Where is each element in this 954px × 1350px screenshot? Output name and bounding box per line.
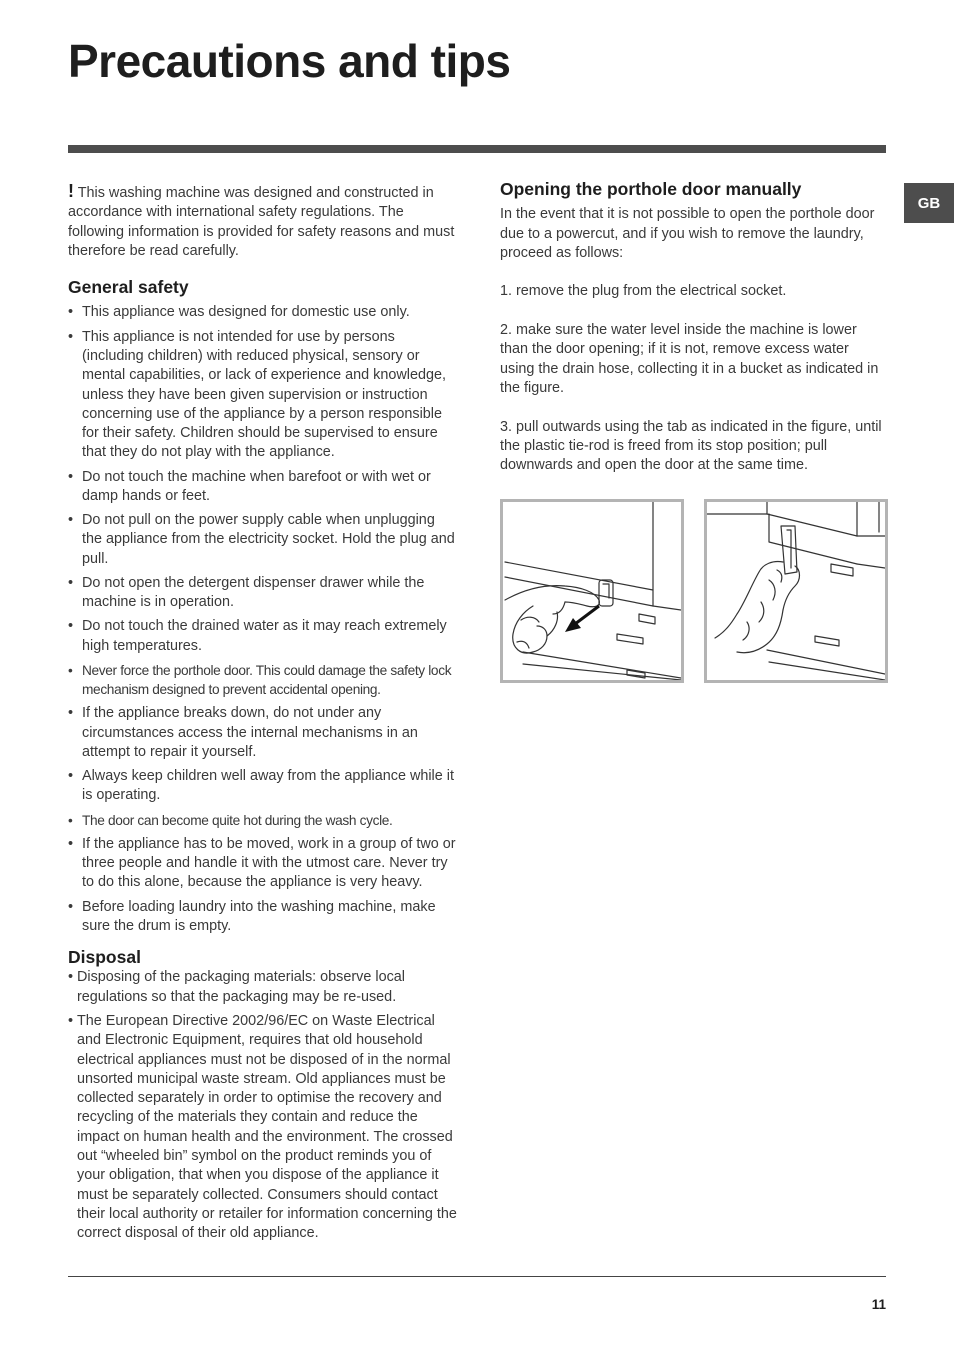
porthole-intro: In the event that it is not possible to open the porthole door due to a powercut, and if you wish to remove the laundry, proceed as follows: (500, 206, 875, 261)
porthole-step-2: 2. make sure the water level inside the machine is lower than the door opening; if it is not, remove excess water using the drain hose, collecting it in a bucket as indicated in the figure. (500, 322, 879, 396)
page-title: Precautions and tips (68, 35, 511, 87)
list-item: • Never force the porthole door. This could damage the safety lock mechanism designed to prevent accidental opening. (68, 661, 458, 700)
porthole-step-3: 3. pull outwards using the tab as indicated in the figure, until the plastic tie-rod is freed from its stop position; pull downwards and open the door at the same time. (500, 418, 882, 474)
right-column (500, 179, 886, 475)
figure-pull-tab (704, 499, 888, 683)
list-item: • Before loading laundry into the washing machine, make sure the drum is empty. (68, 898, 458, 937)
intro-text: This washing machine was designed and constructed in accordance with international safety regulations. The following information is provided for safety reasons and must therefore be read carefully. (68, 185, 455, 259)
page-number: 11 (871, 1297, 886, 1312)
header-rule (68, 145, 886, 153)
porthole-heading: Opening the porthole door manually (500, 179, 802, 199)
figure-drain-hose (500, 499, 684, 683)
list-item: • If the appliance breaks down, do not under any circumstances access the internal mechanisms in an attempt to repair it yourself. (68, 704, 458, 762)
list-item: • Do not touch the machine when barefoot or with wet or damp hands or feet. (68, 468, 458, 507)
list-item: • This appliance was designed for domestic use only. (68, 303, 458, 322)
general-safety-list (68, 303, 458, 936)
disposal-list (68, 968, 458, 1243)
list-item: • Always keep children well away from the appliance while it is operating. (68, 767, 458, 806)
general-safety-heading: General safety (68, 277, 189, 298)
pull-tab-illustration (707, 502, 885, 680)
list-item: • Do not touch the drained water as it may reach extremely high temperatures. (68, 617, 458, 656)
intro-paragraph (68, 182, 458, 261)
language-tab: GB (904, 183, 954, 223)
disposal-heading: Disposal (68, 947, 141, 968)
list-item: • If the appliance has to be moved, work in a group of two or three people and handle it with the utmost care. Never try to do this alone, because the appliance is very heavy. (68, 835, 458, 893)
list-item: • Disposing of the packaging materials: observe local regulations so that the packaging may be re-used. (68, 968, 458, 1007)
list-item: • Do not open the detergent dispenser drawer while the machine is in operation. (68, 574, 458, 613)
left-column (68, 182, 458, 1248)
porthole-step-1: 1. remove the plug from the electrical socket. (500, 283, 787, 300)
footer-rule (68, 1276, 886, 1277)
warning-mark: ! (68, 181, 74, 201)
drain-hose-illustration (503, 502, 681, 680)
list-item: • Do not pull on the power supply cable when unplugging the appliance from the electricity socket. Hold the plug and pull. (68, 511, 458, 569)
list-item: • This appliance is not intended for use by persons (including children) with reduced physical, sensory or mental capabilities, or lack of experience and knowledge, unless they have been given supervision or instruction concerning use of the appliance by a person responsible for their safety. Children should be supervised to ensure that they do not play with the appliance. (68, 328, 458, 463)
list-item: • The door can become quite hot during the wash cycle. (68, 811, 458, 830)
list-item: • The European Directive 2002/96/EC on Waste Electrical and Electronic Equipment, requires that old household electrical appliances must not be disposed of in the normal unsorted municipal waste stream. Old appliances must be collected separately in order to optimise the recovery and recycling of the materials they contain and reduce the impact on human health and the environment. The crossed out “wheeled bin” symbol on the product reminds you of your obligation, that when you dispose of the appliance it must be separately collected. Consumers should contact their local authority or retailer for information concerning the correct disposal of their old appliance. (68, 1012, 458, 1244)
